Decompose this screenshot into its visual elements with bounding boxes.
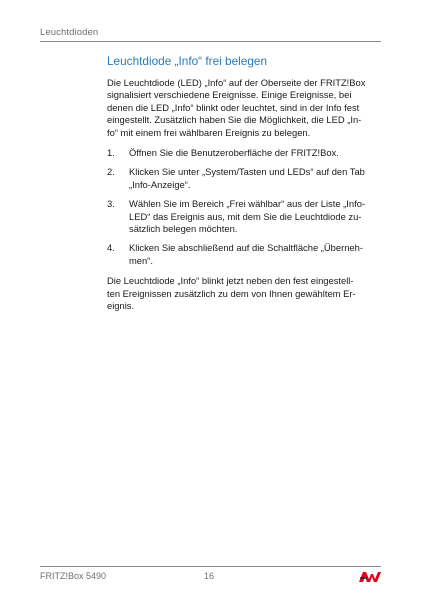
section-title: Leuchtdiode „Info“ frei belegen: [107, 54, 268, 68]
step-number: 3.: [107, 198, 115, 210]
intro-line: signalisiert verschiedene Ereignisse. Einige Ereignisse, bei: [107, 89, 352, 101]
content-column: [107, 54, 383, 321]
step-number: 2.: [107, 166, 115, 178]
step-text: Öffnen Sie die Benutzeroberfläche der FRITZ!Box.: [129, 147, 339, 159]
footer-product-name: FRITZ!Box 5490: [40, 571, 107, 581]
footer-rule: [40, 566, 381, 567]
closing-line: Die Leuchtdiode „Info“ blinkt jetzt neben den fest eingestell-: [107, 275, 354, 287]
step-text: Wählen Sie im Bereich „Frei wählbar“ aus der Liste „Info-: [129, 198, 366, 210]
step-text: „Info-Anzeige“.: [129, 178, 191, 190]
step-text: Klicken Sie unter „System/Tasten und LEDs“ auf den Tab: [129, 166, 365, 178]
intro-paragraph: [107, 77, 383, 139]
step-text: men“.: [129, 254, 153, 266]
intro-line: fo“ mit einem frei wählbaren Ereignis zu belegen.: [107, 126, 311, 138]
intro-line: denen die LED „Info“ blinkt oder leuchtet, sind in der Info fest: [107, 101, 360, 113]
step-number: 4.: [107, 242, 115, 254]
logo-shape: [359, 572, 381, 582]
running-header: Leuchtdioden: [40, 27, 99, 38]
closing-line: eignis.: [107, 300, 135, 312]
closing-line: ten Ereignissen zusätzlich zu dem von Ihnen gewähltem Er-: [107, 287, 356, 299]
intro-line: eingestellt. Zusätzlich haben Sie die Möglichkeit, die LED „In-: [107, 114, 362, 126]
step-3: [107, 198, 383, 235]
page-number: 16: [204, 571, 215, 581]
step-text: Klicken Sie abschließend auf die Schaltfläche „Überneh-: [129, 242, 363, 254]
step-text: LED“ das Ereignis aus, mit dem Sie die Leuchtdiode zu-: [129, 210, 362, 222]
step-1: [107, 147, 383, 159]
step-4: [107, 242, 383, 267]
step-list: [107, 147, 383, 267]
header-rule: [40, 41, 381, 42]
closing-paragraph: [107, 275, 383, 312]
step-2: [107, 166, 383, 191]
avm-logo-icon: [358, 570, 382, 583]
step-text: sätzlich belegen möchten.: [129, 223, 238, 235]
intro-line: Die Leuchtdiode (LED) „Info“ auf der Oberseite der FRITZ!Box: [107, 77, 366, 88]
step-number: 1.: [107, 147, 115, 159]
